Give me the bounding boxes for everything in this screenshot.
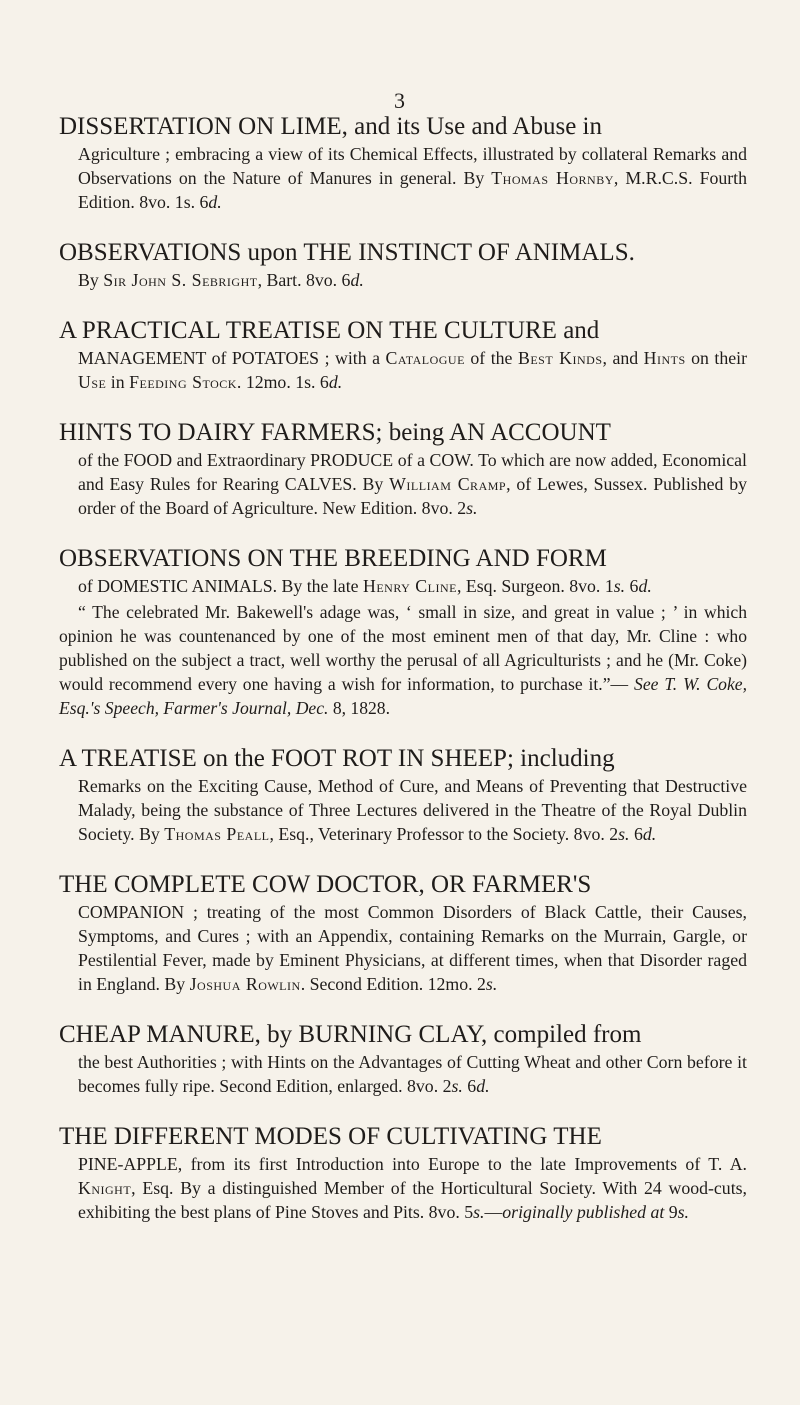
text-run: of the xyxy=(464,348,518,368)
text-run: , M.R.C.S. Fourth Edition. 8vo. 1s. 6 xyxy=(78,168,747,212)
text-run: in xyxy=(106,372,130,392)
entry-title xyxy=(59,238,747,268)
name-text: Best Kinds xyxy=(517,348,603,368)
entry-title-tail: being AN ACCOUNT xyxy=(382,419,611,446)
italic-text: s. xyxy=(485,974,498,994)
italic-text: d. xyxy=(476,1076,490,1096)
entry-title-tail: and its Use and Abuse in xyxy=(347,113,602,140)
name-text: Thomas Peall xyxy=(164,824,270,844)
name-text: Feeding Stock xyxy=(129,372,237,392)
text-run: 8, 1828. xyxy=(328,698,390,718)
name-text: William Cramp xyxy=(389,474,507,494)
text-run: 6 xyxy=(625,576,639,596)
italic-text: d. xyxy=(638,576,652,596)
entry-description xyxy=(78,900,747,996)
catalogue-entry xyxy=(59,418,747,520)
text-run: , of Lewes, Sussex. Published by order of the Board of Agriculture. New Edition. 8vo. 2 xyxy=(78,474,747,518)
entry-description xyxy=(78,142,747,214)
entry-title xyxy=(59,1122,747,1152)
name-text: Catalogue xyxy=(385,348,465,368)
entry-description xyxy=(78,268,747,292)
italic-text: d. xyxy=(350,270,364,290)
text-run: 6 xyxy=(629,824,643,844)
entry-title-main: OBSERVATIONS ON THE BREEDING AND FORM xyxy=(59,545,607,572)
entry-description xyxy=(78,448,747,520)
name-text: Joshua Rowlin xyxy=(189,974,301,994)
italic-text: d. xyxy=(328,372,343,392)
entry-title xyxy=(59,870,747,900)
text-run: By xyxy=(78,270,104,290)
entry-title-main: THE DIFFERENT MODES OF CULTIVATING THE xyxy=(59,1123,602,1150)
entry-title-main: CHEAP MANURE, by BURNING CLAY, xyxy=(59,1021,488,1048)
catalogue-entry xyxy=(59,1020,747,1098)
italic-text: s. xyxy=(473,1202,485,1222)
name-text: Use xyxy=(78,372,107,392)
entry-description xyxy=(78,574,747,598)
entry-title-tail: compiled from xyxy=(487,1021,642,1048)
name-text: Thomas Hornby xyxy=(491,168,614,188)
catalogue-entry xyxy=(59,1122,747,1224)
text-run: — xyxy=(484,1202,503,1222)
italic-text: See T. W. Coke, Esq.'s Speech, Farmer's Journal, Dec. xyxy=(59,674,747,718)
catalogue-entry xyxy=(59,316,747,394)
entry-title xyxy=(59,1020,747,1050)
text-run: 6 xyxy=(462,1076,477,1096)
text-run: , Esq., Veterinary Professor to the Society. 8vo. 2 xyxy=(269,824,619,844)
entry-quotation xyxy=(59,600,747,720)
entry-title-main: A PRACTICAL TREATISE ON THE CULTURE xyxy=(59,317,557,344)
name-text: Knight xyxy=(78,1178,132,1198)
entry-title-main: OBSERVATIONS upon THE INSTINCT OF ANIMALS. xyxy=(59,239,635,266)
italic-text: originally published at xyxy=(502,1202,665,1222)
italic-text: s. xyxy=(466,498,478,518)
entry-title xyxy=(59,316,747,346)
name-text: Henry Cline xyxy=(362,576,457,596)
entry-title xyxy=(59,544,747,574)
text-run: of DOMESTIC ANIMALS. By the late xyxy=(78,576,363,596)
entry-title xyxy=(59,112,747,142)
entry-title-main: HINTS TO DAIRY FARMERS; xyxy=(59,419,383,446)
entry-description xyxy=(78,1050,747,1098)
catalogue-entry xyxy=(59,544,747,720)
catalogue-list xyxy=(59,112,747,1248)
entry-title-main: DISSERTATION ON LIME, xyxy=(59,113,348,140)
entry-title xyxy=(59,418,747,448)
text-run: Remarks on the Exciting Cause, Method of Cure, and Means of Preventing that Destructive Malady, being the substance of Three Lectures delivered in the Theatre of the Royal Dublin Society. By xyxy=(78,776,747,844)
text-run: MANAGEMENT of POTATOES ; with a xyxy=(78,348,386,368)
catalogue-entry xyxy=(59,870,747,996)
italic-text: s. xyxy=(618,824,630,844)
text-run: of the FOOD and Extraordinary PRODUCE of a COW. To which are now added, Economical and Easy Rules for Rearing CALVES. By xyxy=(78,450,747,494)
text-run: . 12mo. 1s. 6 xyxy=(236,372,329,392)
text-run: . Second Edition. 12mo. 2 xyxy=(300,974,486,994)
name-text: Sir John S. Sebright xyxy=(103,270,258,290)
entry-description xyxy=(78,346,747,394)
entry-title-tail: and xyxy=(556,317,600,344)
text-run: Agriculture ; embracing a view of its Chemical Effects, illustrated by collateral Remarks and Observations on the Nature of Manures in general. By xyxy=(78,144,747,188)
text-run: COMPANION ; treating of the most Common Disorders of Black Cattle, their Causes, Symptoms, and Cures ; with an Appendix, containing Remarks on the Murrain, Gargle, or Pestilential Fever, made by Eminent Physicians, at different times, when that Disorder raged in England. By xyxy=(78,902,747,994)
text-run: 9 xyxy=(664,1202,678,1222)
entry-title-tail: on the FOOT ROT IN SHEEP; including xyxy=(196,745,615,772)
text-run: , Esq. By a distinguished Member of the Horticultural Society. With 24 wood-cuts, exhibiting the best plans of Pine Stoves and Pits. 8vo. 5 xyxy=(78,1178,747,1222)
italic-text: s. xyxy=(677,1202,690,1222)
entry-title-main: THE COMPLETE COW DOCTOR, OR FARMER'S xyxy=(59,871,592,898)
italic-text: d. xyxy=(642,824,657,844)
text-run: , Esq. Surgeon. 8vo. 1 xyxy=(456,576,614,596)
text-run: “ The celebrated Mr. Bakewell's adage was, ‘ small in size, and great in value ; ’ in which opinion he was countenanced by one of the most eminent men of that day, Mr. Cline : who published on the subject a tract, well worthy the perusal of all Agriculturists ; and he (Mr. Coke) would recommend every one having a wish for information, to purchase it.”— xyxy=(59,602,747,694)
italic-text: s. xyxy=(451,1076,463,1096)
text-run: on their xyxy=(685,348,748,368)
entry-title-main: A TREATISE xyxy=(59,745,197,772)
text-run: , and xyxy=(602,348,644,368)
catalogue-entry xyxy=(59,238,747,292)
entry-description xyxy=(78,1152,747,1224)
italic-text: s. xyxy=(613,576,626,596)
text-run: , Bart. 8vo. 6 xyxy=(257,270,351,290)
catalogue-entry xyxy=(59,112,747,214)
name-text: Hints xyxy=(643,348,686,368)
entry-title xyxy=(59,744,747,774)
entry-description xyxy=(78,774,747,846)
text-run: the best Authorities ; with Hints on the Advantages of Cutting Wheat and other Corn before it becomes fully ripe. Second Edition, enlarged. 8vo. 2 xyxy=(78,1052,747,1096)
italic-text: d. xyxy=(208,192,222,212)
text-run: PINE-APPLE, from its first Introduction into Europe to the late Improvements of T. A. xyxy=(78,1154,747,1174)
catalogue-entry xyxy=(59,744,747,846)
page-number: 3 xyxy=(394,88,406,113)
